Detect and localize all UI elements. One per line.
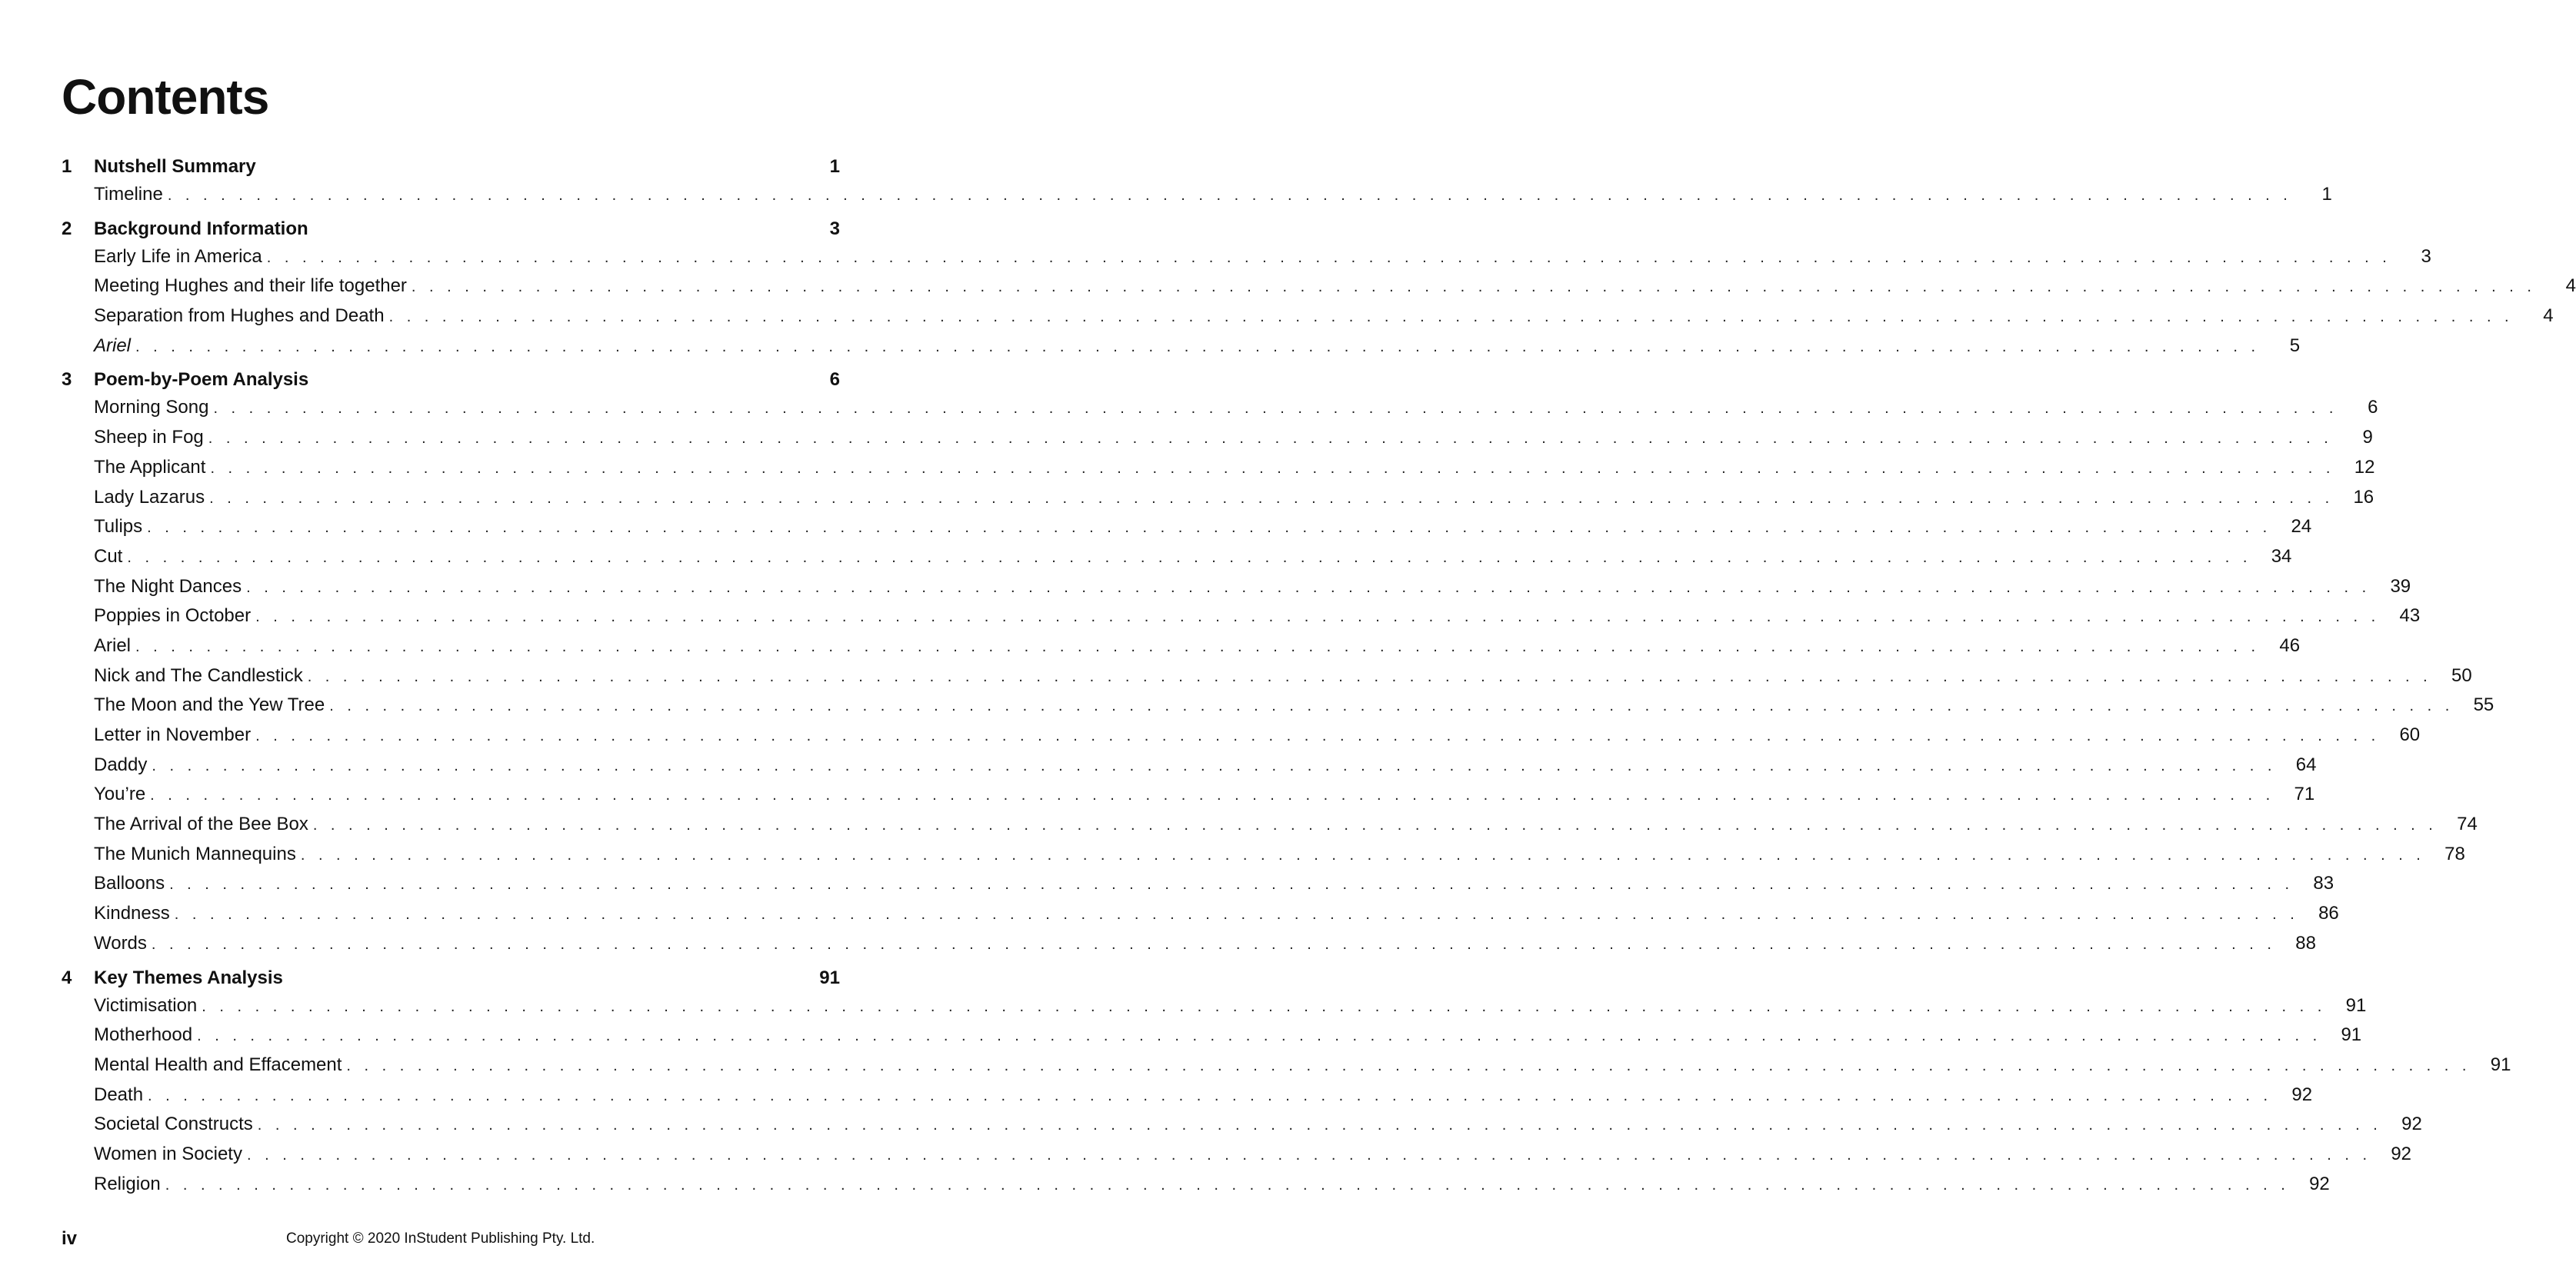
dot-leader: . . . . . . . . . . . . . . . . . . . . . . . . . . . . . . . . . . . . . . . . . . . . . . . . . . . . . . . . . . . . . . . . . . . . . . . . . . . . . . . . . . . . . . . . . . . . . . . . . . . . . . . . . . . . . . . . . . . . . . . . [169,876,2294,894]
entry-page-number: 43 [2399,605,2421,627]
toc-entry[interactable] [62,814,2478,844]
toc-entry[interactable] [62,397,2378,427]
dot-leader: . . . . . . . . . . . . . . . . . . . . . . . . . . . . . . . . . . . . . . . . . . . . . . . . . . . . . . . . . . . . . . . . . . . . . . . . . . . . . . . . . . . . . . . . . . . . . . . . . . . . . . . . . . . . . . . . . . . . . . . . [257,1117,2382,1134]
entry-page-number: 74 [2457,814,2478,835]
dot-leader: . . . . . . . . . . . . . . . . . . . . . . . . . . . . . . . . . . . . . . . . . . . . . . . . . . . . . . . . . . . . . . . . . . . . . . . . . . . . . . . . . . . . . . . . . . . . . . . . . . . . . . . . . . . . . . . . . . . . . . . . [255,608,2381,626]
toc-section-heading[interactable] [62,967,840,995]
entry-page-number: 55 [2473,694,2494,716]
toc-entry[interactable] [62,1084,2313,1114]
toc-entry[interactable] [62,184,2332,214]
entry-title: Tulips [94,516,143,538]
entry-title: Nick and The Candlestick [94,664,303,686]
entry-page-number: 39 [2390,575,2411,597]
footer-page-number: iv [62,1228,78,1249]
dot-leader: . . . . . . . . . . . . . . . . . . . . . . . . . . . . . . . . . . . . . . . . . . . . . . . . . . . . . . . . . . . . . . . . . . . . . . . . . . . . . . . . . . . . . . . . . . . . . . . . . . . . . . . . . . . . . . . . . . . . . . . . [152,757,2277,774]
section-number: 2 [62,218,72,239]
entry-title: Timeline [94,184,163,205]
entry-title: Lady Lazarus [94,486,205,508]
dot-leader: . . . . . . . . . . . . . . . . . . . . . . . . . . . . . . . . . . . . . . . . . . . . . . . . . . . . . . . . . . . . . . . . . . . . . . . . . . . . . . . . . . . . . . . . . . . . . . . . . . . . . . . . . . . . . . . . . . . . . . . . [147,519,2272,537]
entry-title: Words [94,932,147,954]
dot-leader: . . . . . . . . . . . . . . . . . . . . . . . . . . . . . . . . . . . . . . . . . . . . . . . . . . . . . . . . . . . . . . . . . . . . . . . . . . . . . . . . . . . . . . . . . . . . . . . . . . . . . . . . . . . . . . . . . . . . . . . . [255,728,2381,744]
entry-title: Sheep in Fog [94,427,204,448]
toc-entry[interactable] [62,932,2316,963]
dot-leader: . . . . . . . . . . . . . . . . . . . . . . . . . . . . . . . . . . . . . . . . . . . . . . . . . . . . . . . . . . . . . . . . . . . . . . . . . . . . . . . . . . . . . . . . . . . . . . . . . . . . . . . . . . . . . . . . . . . . . . . . [312,817,2438,834]
entry-page-number: 4 [2543,305,2554,327]
dot-leader: . . . . . . . . . . . . . . . . . . . . . . . . . . . . . . . . . . . . . . . . . . . . . . . . . . . . . . . . . . . . . . . . . . . . . . . . . . . . . . . . . . . . . . . . . . . . . . . . . . . . . . . . . . . . . . . . . . . . . . . . [266,248,2391,266]
entry-title: You’re [94,784,146,805]
toc-entry[interactable] [62,427,2373,457]
entry-page-number: 6 [2368,397,2378,418]
section-page-number: 91 [819,967,840,988]
toc-entry[interactable] [62,486,2374,517]
toc-entry[interactable] [62,1114,2422,1144]
entry-title: Motherhood [94,1024,193,1046]
dot-leader: . . . . . . . . . . . . . . . . . . . . . . . . . . . . . . . . . . . . . . . . . . . . . . . . . . . . . . . . . . . . . . . . . . . . . . . . . . . . . . . . . . . . . . . . . . . . . . . . . . . . . . . . . . . . . . . . . . . . . . . . [411,278,2536,296]
entry-page-number: 91 [2490,1054,2511,1075]
entry-page-number: 71 [2294,784,2315,805]
entry-page-number: 24 [2291,516,2312,538]
table-of-contents [62,156,2576,1203]
entry-page-number: 60 [2399,724,2421,745]
toc-entry[interactable] [62,784,2315,814]
section-title: Poem-by-Poem Analysis [94,369,309,391]
footer-copyright: Copyright © 2020 InStudent Publishing Pty. Ltd. [286,1230,595,1247]
section-title: Nutshell Summary [94,156,256,177]
entry-title: Cut [94,545,123,567]
toc-entry[interactable] [62,335,2301,365]
entry-page-number: 92 [2291,1084,2313,1105]
toc-entry[interactable] [62,724,2421,754]
toc-entry[interactable] [62,994,2367,1025]
entry-title: The Applicant [94,456,206,478]
entry-title: Meeting Hughes and their life together [94,275,407,297]
entry-title: Women in Society [94,1143,242,1164]
dot-leader: . . . . . . . . . . . . . . . . . . . . . . . . . . . . . . . . . . . . . . . . . . . . . . . . . . . . . . . . . . . . . . . . . . . . . . . . . . . . . . . . . . . . . . . . . . . . . . . . . . . . . . . . . . . . . . . . . . . . . . . . [346,1057,2471,1074]
entry-title: Ariel [94,335,132,356]
entry-page-number: 34 [2271,545,2292,567]
dot-leader: . . . . . . . . . . . . . . . . . . . . . . . . . . . . . . . . . . . . . . . . . . . . . . . . . . . . . . . . . . . . . . . . . . . . . . . . . . . . . . . . . . . . . . . . . . . . . . . . . . . . . . . . . . . . . . . . . . . . . . . . [209,489,2334,507]
entry-page-number: 9 [2362,427,2373,448]
dot-leader: . . . . . . . . . . . . . . . . . . . . . . . . . . . . . . . . . . . . . . . . . . . . . . . . . . . . . . . . . . . . . . . . . . . . . . . . . . . . . . . . . . . . . . . . . . . . . . . . . . . . . . . . . . . . . . . . . . . . . . . . [151,935,2276,953]
dot-leader: . . . . . . . . . . . . . . . . . . . . . . . . . . . . . . . . . . . . . . . . . . . . . . . . . . . . . . . . . . . . . . . . . . . . . . . . . . . . . . . . . . . . . . . . . . . . . . . . . . . . . . . . . . . . . . . . . . . . . . . . [135,338,2261,355]
entry-title: The Night Dances [94,575,242,597]
entry-page-number: 64 [2295,754,2317,775]
entry-page-number: 16 [2353,486,2374,508]
toc-entry[interactable] [62,275,2576,305]
entry-title: The Munich Mannequins [94,843,296,864]
entry-title: Balloons [94,873,165,894]
dot-leader: . . . . . . . . . . . . . . . . . . . . . . . . . . . . . . . . . . . . . . . . . . . . . . . . . . . . . . . . . . . . . . . . . . . . . . . . . . . . . . . . . . . . . . . . . . . . . . . . . . . . . . . . . . . . . . . . . . . . . . . . [135,638,2261,655]
dot-leader: . . . . . . . . . . . . . . . . . . . . . . . . . . . . . . . . . . . . . . . . . . . . . . . . . . . . . . . . . . . . . . . . . . . . . . . . . . . . . . . . . . . . . . . . . . . . . . . . . . . . . . . . . . . . . . . . . . . . . . . . [300,846,2425,864]
toc-entry[interactable] [62,873,2334,903]
entry-title: Separation from Hughes and Death [94,305,385,327]
section-title: Key Themes Analysis [94,967,283,988]
dot-leader: . . . . . . . . . . . . . . . . . . . . . . . . . . . . . . . . . . . . . . . . . . . . . . . . . . . . . . . . . . . . . . . . . . . . . . . . . . . . . . . . . . . . . . . . . . . . . . . . . . . . . . . . . . . . . . . . . . . . . . . . [150,787,2275,804]
entry-page-number: 92 [2391,1143,2412,1164]
toc-entry[interactable] [62,754,2317,784]
dot-leader: . . . . . . . . . . . . . . . . . . . . . . . . . . . . . . . . . . . . . . . . . . . . . . . . . . . . . . . . . . . . . . . . . . . . . . . . . . . . . . . . . . . . . . . . . . . . . . . . . . . . . . . . . . . . . . . . . . . . . . . . [246,1146,2372,1164]
entry-page-number: 5 [2289,335,2301,356]
toc-entry[interactable] [62,843,2465,874]
entry-title: Religion [94,1173,161,1194]
entry-page-number: 3 [2421,245,2431,267]
toc-entry[interactable] [62,575,2411,606]
dot-leader: . . . . . . . . . . . . . . . . . . . . . . . . . . . . . . . . . . . . . . . . . . . . . . . . . . . . . . . . . . . . . . . . . . . . . . . . . . . . . . . . . . . . . . . . . . . . . . . . . . . . . . . . . . . . . . . . . . . . . . . . [208,430,2333,448]
toc-entry[interactable] [62,1024,2362,1054]
entry-page-number: 92 [2309,1173,2330,1194]
dot-leader: . . . . . . . . . . . . . . . . . . . . . . . . . . . . . . . . . . . . . . . . . . . . . . . . . . . . . . . . . . . . . . . . . . . . . . . . . . . . . . . . . . . . . . . . . . . . . . . . . . . . . . . . . . . . . . . . . . . . . . . . [148,1087,2273,1104]
toc-entry[interactable] [62,634,2301,665]
entry-page-number: 46 [2279,634,2301,656]
entry-title: Victimisation [94,994,198,1016]
entry-title: Death [94,1084,144,1105]
toc-entry[interactable] [62,664,2472,695]
dot-leader: . . . . . . . . . . . . . . . . . . . . . . . . . . . . . . . . . . . . . . . . . . . . . . . . . . . . . . . . . . . . . . . . . . . . . . . . . . . . . . . . . . . . . . . . . . . . . . . . . . . . . . . . . . . . . . . . . . . . . . . . [213,400,2338,418]
toc-entry[interactable] [62,694,2494,724]
dot-leader: . . . . . . . . . . . . . . . . . . . . . . . . . . . . . . . . . . . . . . . . . . . . . . . . . . . . . . . . . . . . . . . . . . . . . . . . . . . . . . . . . . . . . . . . . . . . . . . . . . . . . . . . . . . . . . . . . . . . . . . . [165,1176,2290,1194]
entry-title: Morning Song [94,397,209,418]
entry-title: The Moon and the Yew Tree [94,694,325,716]
entry-title: Ariel [94,634,132,656]
entry-title: The Arrival of the Bee Box [94,814,308,835]
section-page-number: 1 [829,156,840,177]
toc-entry[interactable] [62,245,2431,276]
toc-entry[interactable] [62,305,2554,335]
dot-leader: . . . . . . . . . . . . . . . . . . . . . . . . . . . . . . . . . . . . . . . . . . . . . . . . . . . . . . . . . . . . . . . . . . . . . . . . . . . . . . . . . . . . . . . . . . . . . . . . . . . . . . . . . . . . . . . . . . . . . . . . [307,668,2432,685]
toc-entry[interactable] [62,605,2421,635]
entry-page-number: 88 [2295,932,2316,954]
dot-leader: . . . . . . . . . . . . . . . . . . . . . . . . . . . . . . . . . . . . . . . . . . . . . . . . . . . . . . . . . . . . . . . . . . . . . . . . . . . . . . . . . . . . . . . . . . . . . . . . . . . . . . . . . . . . . . . . . . . . . . . . [388,308,2514,326]
toc-entry[interactable] [62,516,2312,546]
entry-page-number: 91 [2345,994,2367,1016]
toc-section-heading[interactable] [62,369,840,397]
toc-entry[interactable] [62,903,2339,933]
toc-entry[interactable] [62,545,2292,576]
entry-page-number: 86 [2318,903,2339,924]
toc-entry[interactable] [62,1143,2412,1174]
entry-title: Mental Health and Effacement [94,1054,342,1075]
entry-page-number: 83 [2313,873,2334,894]
entry-title: Letter in November [94,724,252,745]
dot-leader: . . . . . . . . . . . . . . . . . . . . . . . . . . . . . . . . . . . . . . . . . . . . . . . . . . . . . . . . . . . . . . . . . . . . . . . . . . . . . . . . . . . . . . . . . . . . . . . . . . . . . . . . . . . . . . . . . . . . . . . . [202,997,2327,1015]
dot-leader: . . . . . . . . . . . . . . . . . . . . . . . . . . . . . . . . . . . . . . . . . . . . . . . . . . . . . . . . . . . . . . . . . . . . . . . . . . . . . . . . . . . . . . . . . . . . . . . . . . . . . . . . . . . . . . . . . . . . . . . . [246,578,2371,596]
entry-title: Societal Constructs [94,1114,253,1135]
entry-title: Kindness [94,903,170,924]
entry-page-number: 78 [2444,843,2465,864]
entry-title: Daddy [94,754,148,775]
dot-leader: . . . . . . . . . . . . . . . . . . . . . . . . . . . . . . . . . . . . . . . . . . . . . . . . . . . . . . . . . . . . . . . . . . . . . . . . . . . . . . . . . . . . . . . . . . . . . . . . . . . . . . . . . . . . . . . . . . . . . . . . [167,187,2292,204]
toc-section-heading[interactable] [62,156,840,184]
toc-entry[interactable] [62,1054,2511,1084]
entry-title: Early Life in America [94,245,262,267]
dot-leader: . . . . . . . . . . . . . . . . . . . . . . . . . . . . . . . . . . . . . . . . . . . . . . . . . . . . . . . . . . . . . . . . . . . . . . . . . . . . . . . . . . . . . . . . . . . . . . . . . . . . . . . . . . . . . . . . . . . . . . . . [174,906,2299,924]
toc-section-heading[interactable] [62,218,840,246]
dot-leader: . . . . . . . . . . . . . . . . . . . . . . . . . . . . . . . . . . . . . . . . . . . . . . . . . . . . . . . . . . . . . . . . . . . . . . . . . . . . . . . . . . . . . . . . . . . . . . . . . . . . . . . . . . . . . . . . . . . . . . . . [210,459,2335,477]
section-title: Background Information [94,218,308,239]
entry-page-number: 50 [2451,664,2472,686]
entry-page-number: 92 [2401,1114,2422,1135]
section-number: 3 [62,369,72,391]
entry-page-number: 1 [2321,184,2332,205]
section-number: 4 [62,967,72,988]
dot-leader: . . . . . . . . . . . . . . . . . . . . . . . . . . . . . . . . . . . . . . . . . . . . . . . . . . . . . . . . . . . . . . . . . . . . . . . . . . . . . . . . . . . . . . . . . . . . . . . . . . . . . . . . . . . . . . . . . . . . . . . . [127,548,2252,566]
toc-entry[interactable] [62,1173,2330,1204]
entry-page-number: 91 [2341,1024,2362,1046]
section-page-number: 3 [829,218,840,239]
toc-entry[interactable] [62,456,2375,487]
entry-page-number: 12 [2354,456,2375,478]
page-title: Contents [62,69,269,125]
entry-page-number: 4 [2565,275,2576,297]
section-page-number: 6 [829,369,840,391]
dot-leader: . . . . . . . . . . . . . . . . . . . . . . . . . . . . . . . . . . . . . . . . . . . . . . . . . . . . . . . . . . . . . . . . . . . . . . . . . . . . . . . . . . . . . . . . . . . . . . . . . . . . . . . . . . . . . . . . . . . . . . . . [197,1027,2322,1045]
section-number: 1 [62,156,72,177]
dot-leader: . . . . . . . . . . . . . . . . . . . . . . . . . . . . . . . . . . . . . . . . . . . . . . . . . . . . . . . . . . . . . . . . . . . . . . . . . . . . . . . . . . . . . . . . . . . . . . . . . . . . . . . . . . . . . . . . . . . . . . . . [329,698,2454,715]
entry-title: Poppies in October [94,605,252,627]
